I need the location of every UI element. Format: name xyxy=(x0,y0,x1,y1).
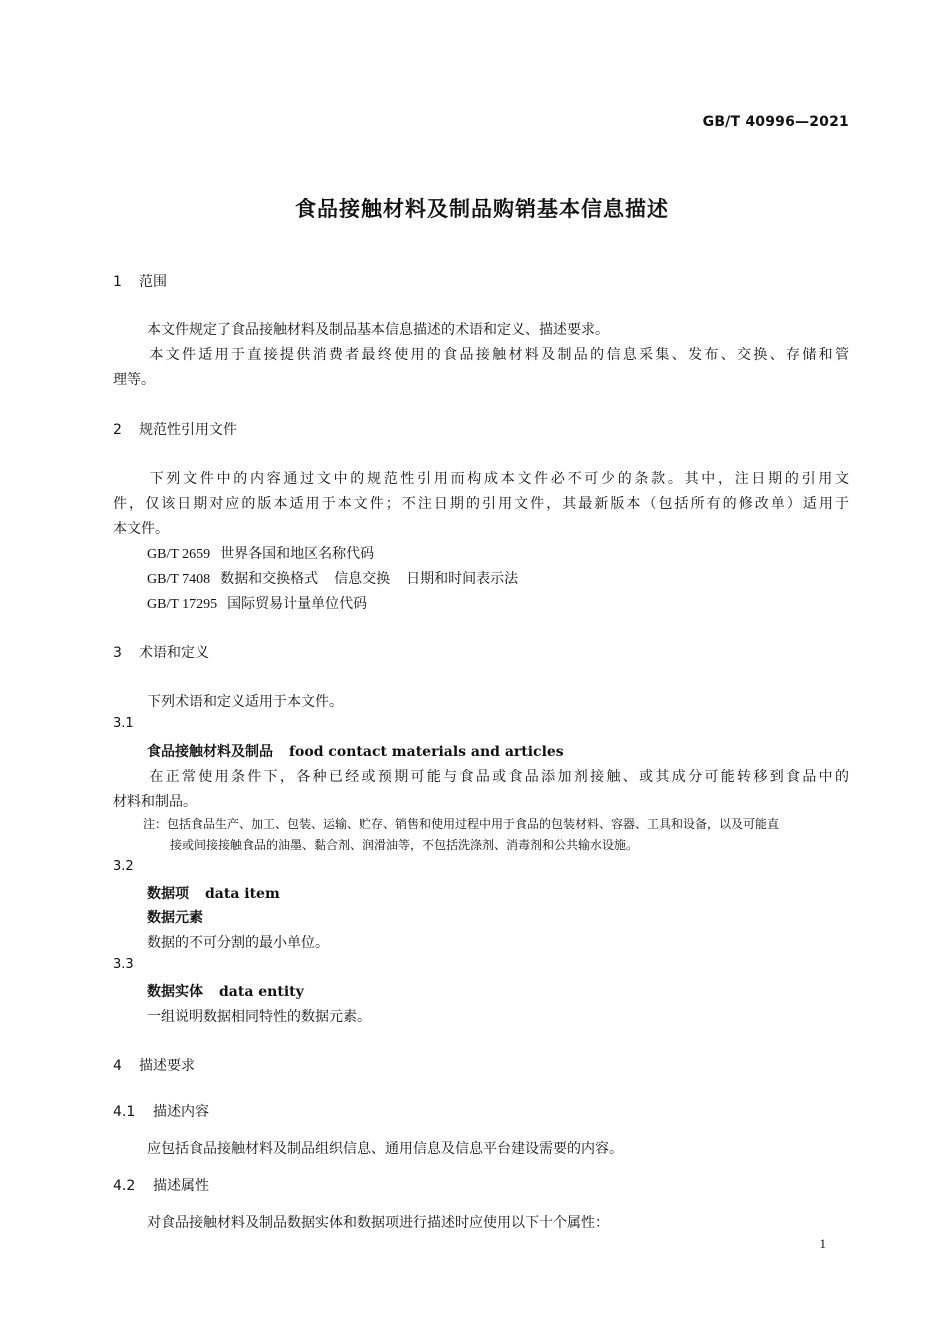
term-heading xyxy=(147,981,304,1001)
reference-title: 世界各国和地区名称代码 xyxy=(220,546,375,562)
term-definition: 一组说明数据相同特性的数据元素。 xyxy=(147,1009,371,1025)
term-note-line-1: 注：包括食品生产、加工、包装、运输、贮存、销售和使用过程中用于食品的包装材料、容器、工具和设备，以及可能直 xyxy=(143,817,780,831)
normative-reference xyxy=(147,568,883,588)
term-en: data entity xyxy=(219,984,304,1000)
reference-title-part: 信息交换 xyxy=(334,571,391,587)
page-number: 1 xyxy=(819,1236,826,1251)
s42-paragraph: 对食品接触材料及制品数据实体和数据项进行描述时应使用以下十个属性： xyxy=(147,1215,609,1231)
reference-code: GB/T 7408 xyxy=(147,572,211,587)
normative-reference xyxy=(147,543,883,563)
subsection-number: 4.2 xyxy=(113,1178,136,1194)
term-en: food contact materials and articles xyxy=(289,744,564,760)
term-number: 3.2 xyxy=(113,859,134,874)
reference-title: 数据和交换格式 xyxy=(220,571,319,587)
term-note-line-2: 接或间接接触食品的油墨、黏合剂、润滑油等，不包括洗涤剂、消毒剂和公共输水设施。 xyxy=(170,838,639,852)
term-zh: 食品接触材料及制品 xyxy=(147,744,273,760)
section-1-heading xyxy=(113,271,167,291)
s3-intro: 下列术语和定义适用于本文件。 xyxy=(147,694,343,710)
reference-code: GB/T 17295 xyxy=(147,597,218,612)
reference-title-part: 日期和时间表示法 xyxy=(406,571,519,587)
note-label: 注： xyxy=(143,817,168,831)
reference-title: 国际贸易计量单位代码 xyxy=(227,596,368,612)
s2-paragraph-line-1: 下列文件中的内容通过文中的规范性引用而构成本文件必不可少的条款。其中，注日期的引用文 xyxy=(147,471,849,487)
section-4-heading xyxy=(113,1055,195,1075)
section-number: 2 xyxy=(113,422,122,438)
document-title: 食品接触材料及制品购销基本信息描述 xyxy=(295,197,669,221)
subsection-4-1-heading xyxy=(113,1101,209,1121)
section-3-heading xyxy=(113,642,209,662)
term-definition: 数据的不可分割的最小单位。 xyxy=(147,935,329,951)
subsection-number: 4.1 xyxy=(113,1104,136,1120)
normative-reference xyxy=(147,593,883,613)
s1-paragraph-1: 本文件规定了食品接触材料及制品基本信息描述的术语和定义、描述要求。 xyxy=(147,322,609,338)
term-admitted: 数据元素 xyxy=(147,910,203,926)
term-zh: 数据实体 xyxy=(147,984,203,1000)
reference-code: GB/T 2659 xyxy=(147,547,211,562)
s1-paragraph-2-line-2: 理等。 xyxy=(113,372,155,388)
term-heading xyxy=(147,741,564,761)
subsection-title: 描述属性 xyxy=(153,1178,209,1194)
section-number: 3 xyxy=(113,645,122,661)
section-title: 术语和定义 xyxy=(139,645,209,661)
section-number: 1 xyxy=(113,274,122,290)
subsection-title: 描述内容 xyxy=(153,1104,209,1120)
section-title: 范围 xyxy=(139,274,167,290)
s41-paragraph: 应包括食品接触材料及制品组织信息、通用信息及信息平台建设需要的内容。 xyxy=(147,1141,623,1157)
term-en: data item xyxy=(205,886,280,902)
term-definition-line-2: 材料和制品。 xyxy=(113,794,197,810)
section-2-heading xyxy=(113,419,237,439)
s2-paragraph-line-3: 本文件。 xyxy=(113,521,169,537)
standard-code: GB/T 40996—2021 xyxy=(702,114,849,130)
term-heading xyxy=(147,883,280,903)
s1-paragraph-2-line-1: 本文件适用于直接提供消费者最终使用的食品接触材料及制品的信息采集、发布、交换、存储和管 xyxy=(147,347,849,363)
term-definition-line-1: 在正常使用条件下，各种已经或预期可能与食品或食品添加剂接触、或其成分可能转移到食品中的 xyxy=(147,769,849,785)
section-number: 4 xyxy=(113,1058,122,1074)
term-number: 3.3 xyxy=(113,957,134,972)
subsection-4-2-heading xyxy=(113,1175,209,1195)
term-zh: 数据项 xyxy=(147,886,189,902)
section-title: 规范性引用文件 xyxy=(139,422,237,438)
term-number: 3.1 xyxy=(113,716,134,731)
s2-paragraph-line-2: 件，仅该日期对应的版本适用于本文件；不注日期的引用文件，其最新版本（包括所有的修改单）适用于 xyxy=(113,496,849,512)
section-title: 描述要求 xyxy=(139,1058,195,1074)
